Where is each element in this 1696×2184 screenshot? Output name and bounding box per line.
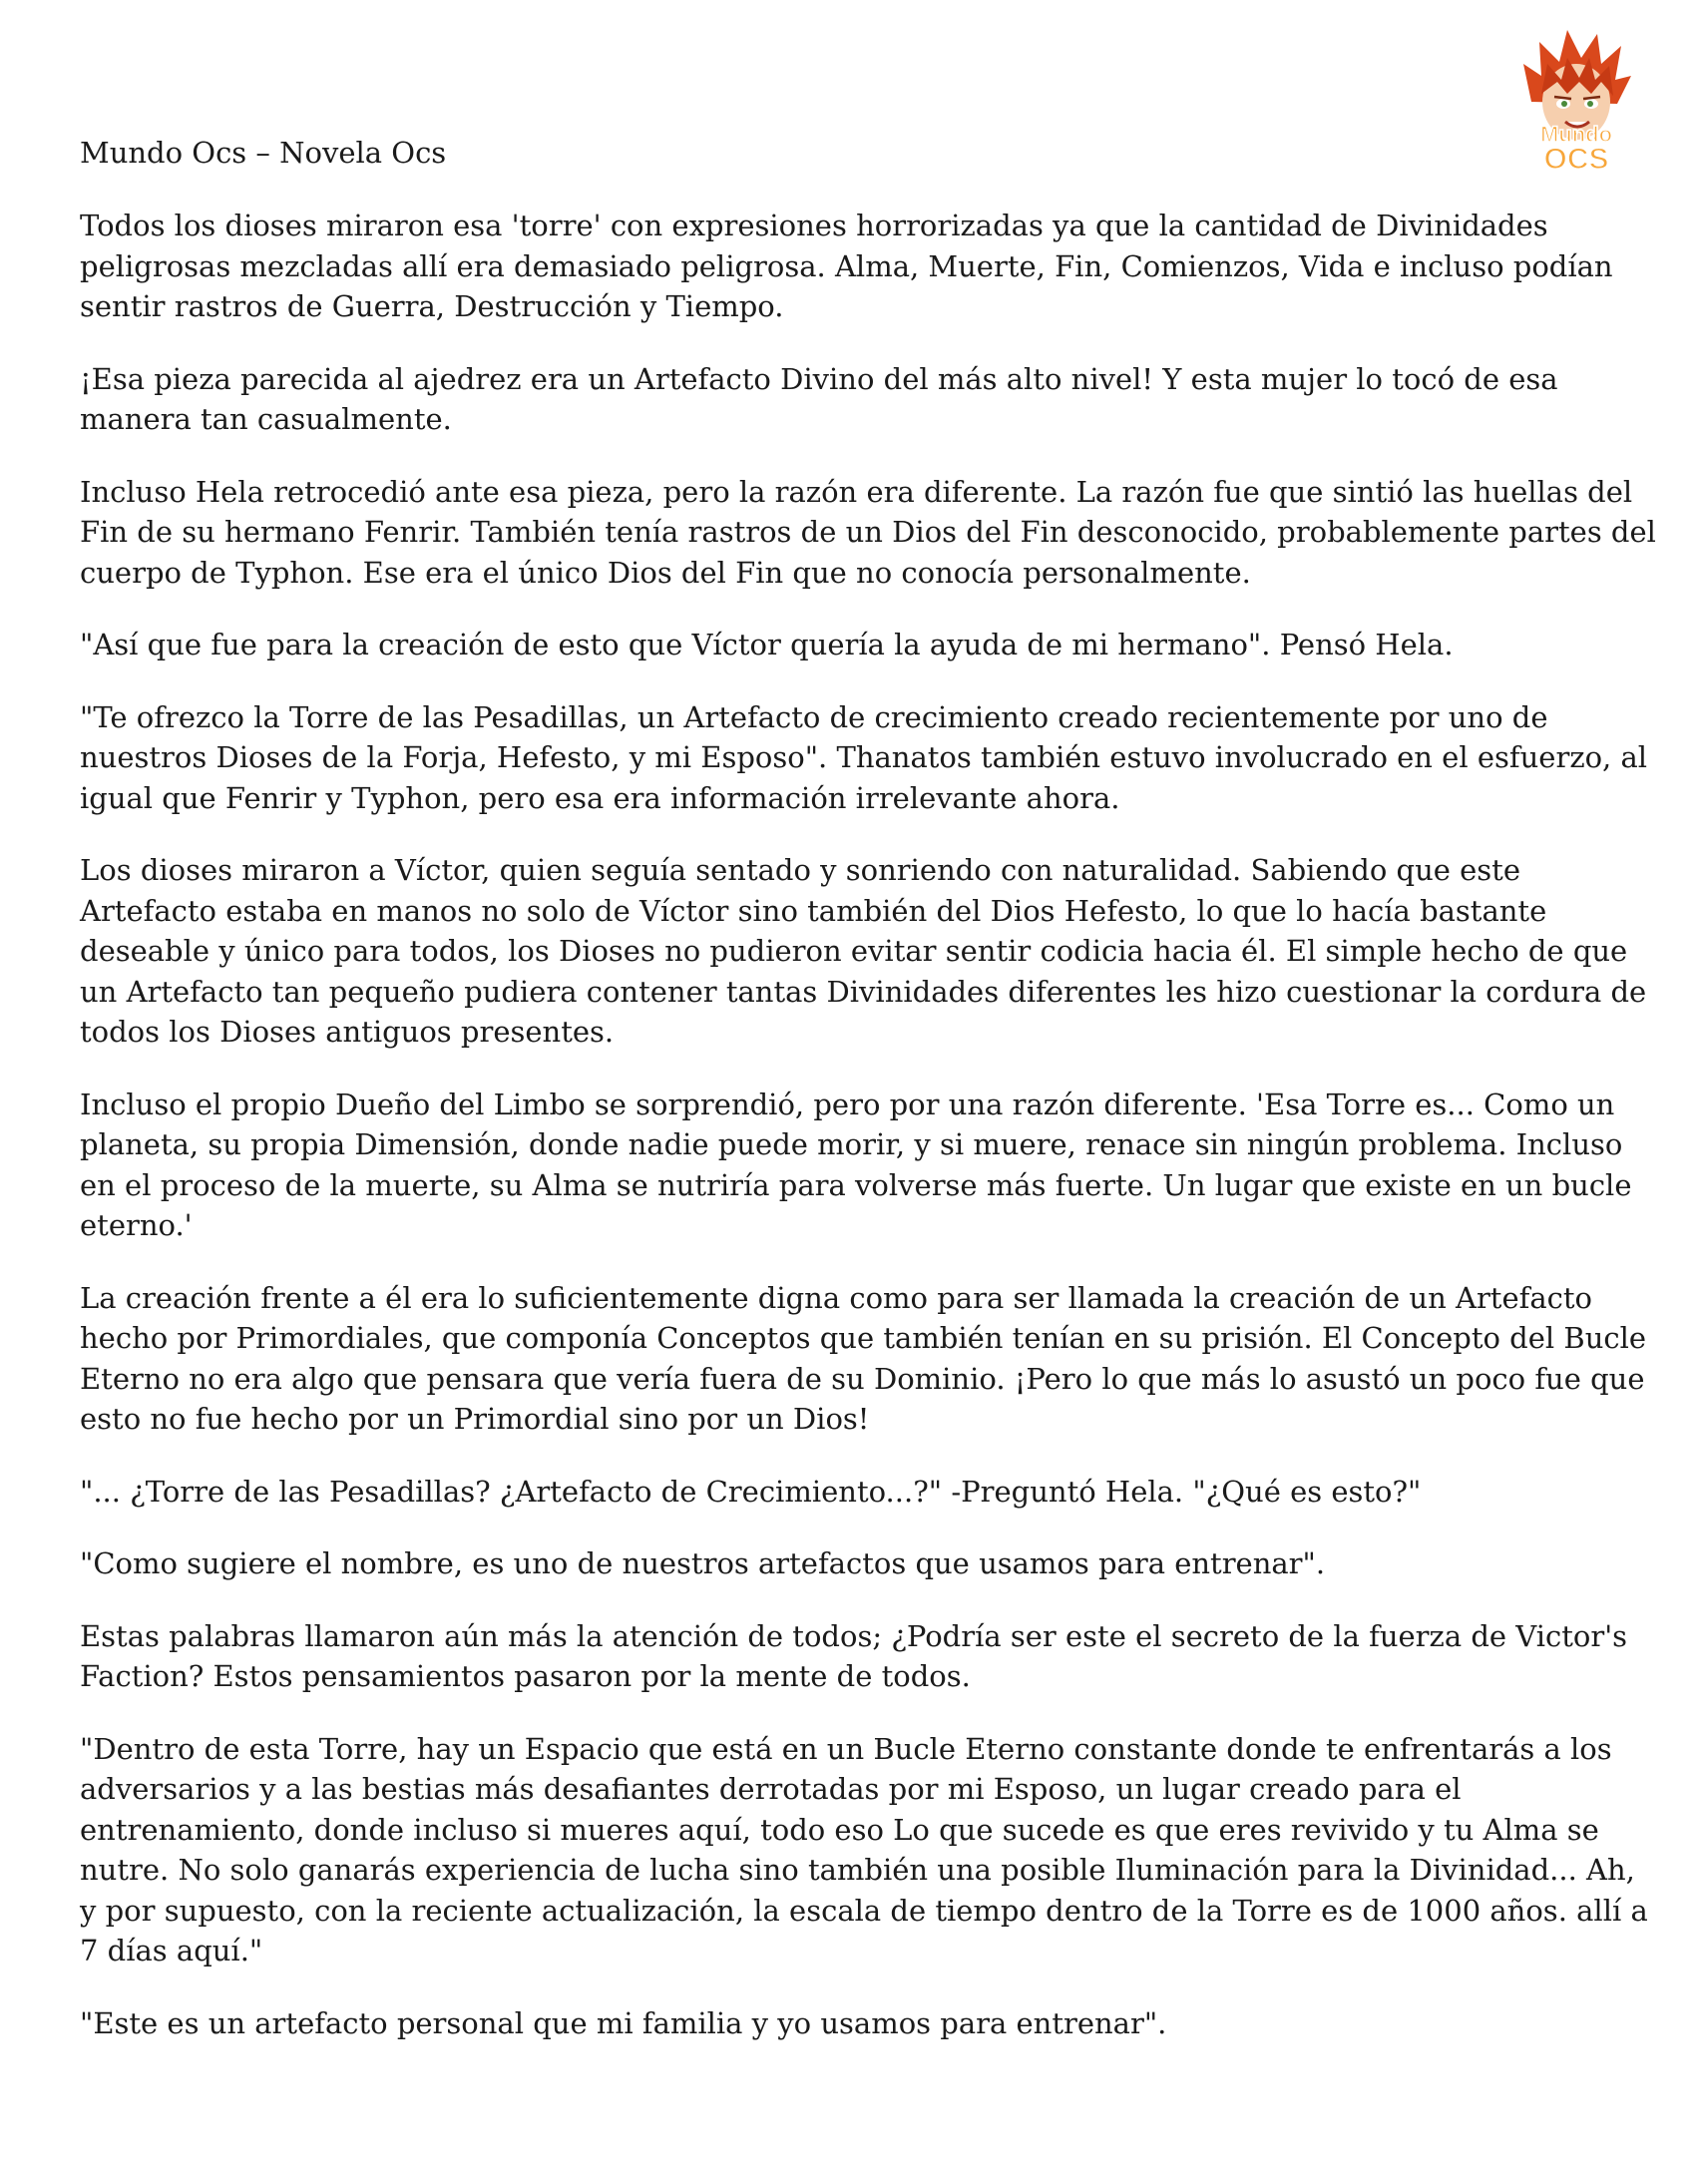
paragraph: "Así que fue para la creación de esto que Víctor quería la ayuda de mi hermano". Pensó Hela. [80,628,1454,661]
page-header: Mundo Ocs – Novela Ocs [80,136,447,170]
paragraph: "Este es un artefacto personal que mi familia y yo usamos para entrenar". [80,2005,1167,2040]
paragraph: Todos los dioses miraron esa 'torre' con expresiones horrorizadas ya que la cantidad de Divinidades peligrosas mezcladas allí era demasiado peligrosa. Alma, Muerte, Fin, Comienzos, Vida e incluso podían sentir rastros de Guerra, Destrucción y Tiempo. [80,209,1613,323]
paragraph: "Te ofrezco la Torre de las Pesadillas, un Artefacto de crecimiento creado recientemente por uno de nuestros Dioses de la Forja, Hefesto, y mi Esposo". Thanatos también estuvo involucrado en el esfuerzo, al igual que Fenrir y Typhon, pero esa era información irrelevante ahora. [80,699,1648,815]
logo-text-top: Mundo [1539,122,1613,147]
paragraph: ¡Esa pieza parecida al ajedrez era un Artefacto Divino del más alto nivel! Y esta mujer lo tocó de esa manera tan casualmente. [80,361,1558,436]
paragraph: Incluso Hela retrocedió ante esa pieza, pero la razón era diferente. La razón fue que sintió las huellas del Fin de su hermano Fenrir. También tenía rastros de un Dios del Fin desconocido, probablemente partes del cuerpo de Typhon. Ese era el único Dios del Fin que no conocía personalmente. [80,474,1656,590]
paragraph: "... ¿Torre de las Pesadillas? ¿Artefacto de Crecimiento...?" -Preguntó Hela. "¿Qué es esto?" [80,1474,1422,1509]
paragraph: Incluso el propio Dueño del Limbo se sorprendió, pero por una razón diferente. 'Esa Torre es... Como un planeta, su propia Dimensión, donde nadie puede morir, y si muere, renace sin ningún problema. Incluso en el proceso de la muerte, su Alma se nutriría para volverse más fuerte. Un lugar que existe en un bucle eterno.' [80,1087,1632,1242]
logo-text-bottom: OCS [1543,143,1609,174]
mundo-ocs-logo [1501,24,1651,174]
logo-graphic [1501,24,1651,174]
document-body [80,206,1656,2075]
paragraph: Estas palabras llamaron aún más la atención de todos; ¿Podría ser este el secreto de la fuerza de Victor's Faction? Estos pensamientos pasaron por la mente de todos. [80,1618,1628,1693]
paragraph: Los dioses miraron a Víctor, quien seguía sentado y sonriendo con naturalidad. Sabiendo que este Artefacto estaba en manos no solo de Víctor sino también del Dios Hefesto, lo que lo hacía bastante deseable y único para todos, los Dioses no pudieron evitar sentir codicia hacia él. El simple hecho de que un Artefacto tan pequeño pudiera contener tantas Divinidades diferentes les hizo cuestionar la cordura de todos los Dioses antiguos presentes. [80,853,1647,1049]
paragraph: La creación frente a él era lo suficientemente digna como para ser llamada la creación de un Artefacto hecho por Primordiales, que componía Conceptos que también tenían en su prisión. El Concepto del Bucle Eterno no era algo que pensara que vería fuera de su Dominio. ¡Pero lo que más lo asustó un poco fue que esto no fue hecho por un Primordial sino por un Dios! [80,1280,1647,1436]
paragraph: "Dentro de esta Torre, hay un Espacio que está en un Bucle Eterno constante donde te enfrentarás a los adversarios y a las bestias más desafiantes derrotadas por mi Esposo, un lugar creado para el entrenamiento, donde incluso si mueres aquí, todo eso Lo que sucede es que eres revivido y tu Alma se nutre. No solo ganarás experiencia de lucha sino también una posible Iluminación para la Divinidad... Ah, y por supuesto, con la reciente actualización, la escala de tiempo dentro de la Torre es de 1000 años. allí a 7 días aquí." [80,1731,1648,1967]
paragraph: "Como sugiere el nombre, es uno de nuestros artefactos que usamos para entrenar". [80,1546,1326,1580]
